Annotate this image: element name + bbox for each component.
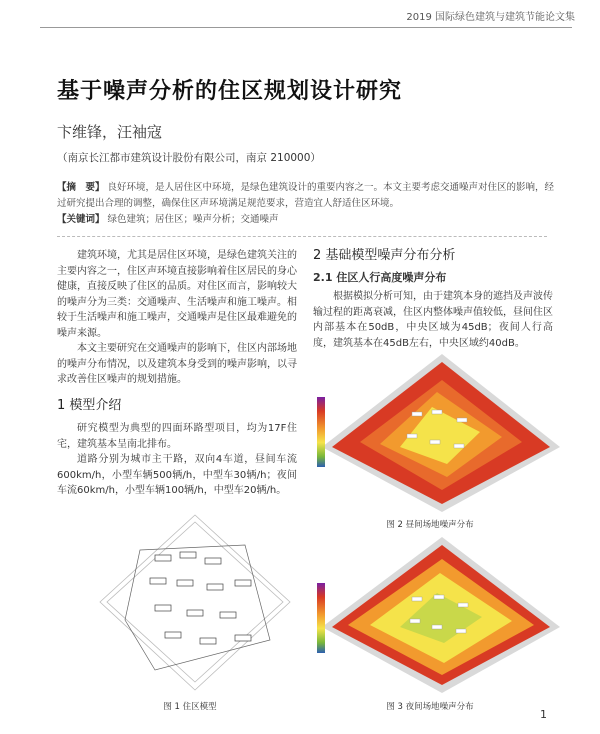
- subsection-2-1-heading: 2.1 住区人行高度噪声分布: [313, 270, 447, 284]
- figure-1-site-model: [95, 510, 295, 695]
- article-authors: 卞维锋，汪袖寇: [57, 123, 163, 141]
- keywords-text: 绿色建筑；居住区；噪声分析；交通噪声: [107, 214, 279, 225]
- section-1-heading: 1 模型介绍: [57, 397, 122, 413]
- section-1-paragraph-2: 道路分别为城市主干路，双向4车道，昼间车流600km/h，小型车辆500辆/h，中型车30辆/h；夜间车流60km/h，小型车辆100辆/h，中型车20辆/h。: [57, 454, 297, 496]
- header-rule: [40, 27, 572, 28]
- article-affiliation: （南京长江都市建筑设计股份有限公司，南京 210000）: [57, 152, 321, 164]
- section-2-heading: 2 基础模型噪声分布分析: [313, 248, 456, 263]
- intro-paragraph-2: 本文主要研究在交通噪声的影响下，住区内部场地的噪声分布情况，以及建筑本身受到的噪声影响，以寻求改善住区噪声的规划措施。: [57, 343, 297, 385]
- figure-2-caption: 图 2 昼间场地噪声分布: [386, 520, 474, 530]
- figure-2-daytime-noise-map: [312, 352, 562, 514]
- page-number: 1: [540, 708, 547, 721]
- left-column-text: [57, 248, 297, 499]
- keywords-line: [57, 212, 557, 228]
- abstract-divider: [57, 236, 547, 237]
- keywords-label: 【关键词】: [57, 214, 105, 225]
- running-header: 2019 国际绿色建筑与建筑节能论文集: [406, 12, 575, 23]
- right-column-text: [313, 248, 553, 351]
- abstract-block: [57, 180, 557, 228]
- figure-3-caption: 图 3 夜间场地噪声分布: [386, 702, 474, 712]
- figure-1-caption: 图 1 住区模型: [163, 702, 217, 712]
- figure-3-nighttime-noise-map: [312, 535, 562, 695]
- intro-paragraph-1: 建筑环境，尤其是居住区环境，是绿色建筑关注的主要内容之一，住区声环境直接影响着住区居民的身心健康，直接反映了住区的品质。对住区而言，影响较大的噪声分为三类：交通噪声、生活噪声和施工噪声。相较于生活噪声和施工噪声，交通噪声是住区最难避免的噪声来源。: [57, 250, 297, 339]
- article-title: 基于噪声分析的住区规划设计研究: [57, 79, 403, 104]
- section-2-paragraph-1: 根据模拟分析可知，由于建筑本身的遮挡及声波传输过程的距离衰减，住区内整体噪声值较低，昼间住区内部基本在50dB，中央区域为45dB；夜间人行高度，建筑基本在45dB左右，中央区域约40dB。: [313, 291, 553, 349]
- section-1-paragraph-1: 研究模型为典型的四面环路型项目，均为17F住宅，建筑基本呈南北排布。: [57, 423, 297, 450]
- abstract-line: [57, 180, 557, 212]
- abstract-label: 【摘 要】: [57, 182, 105, 193]
- abstract-text: 良好环境，是人居住区中环境，是绿色建筑设计的重要内容之一。本文主要考虑交通噪声对住区的影响，经过研究提出合理的调整，确保住区声环境满足规范要求，营造宜人舒适住区环境。: [57, 182, 555, 209]
